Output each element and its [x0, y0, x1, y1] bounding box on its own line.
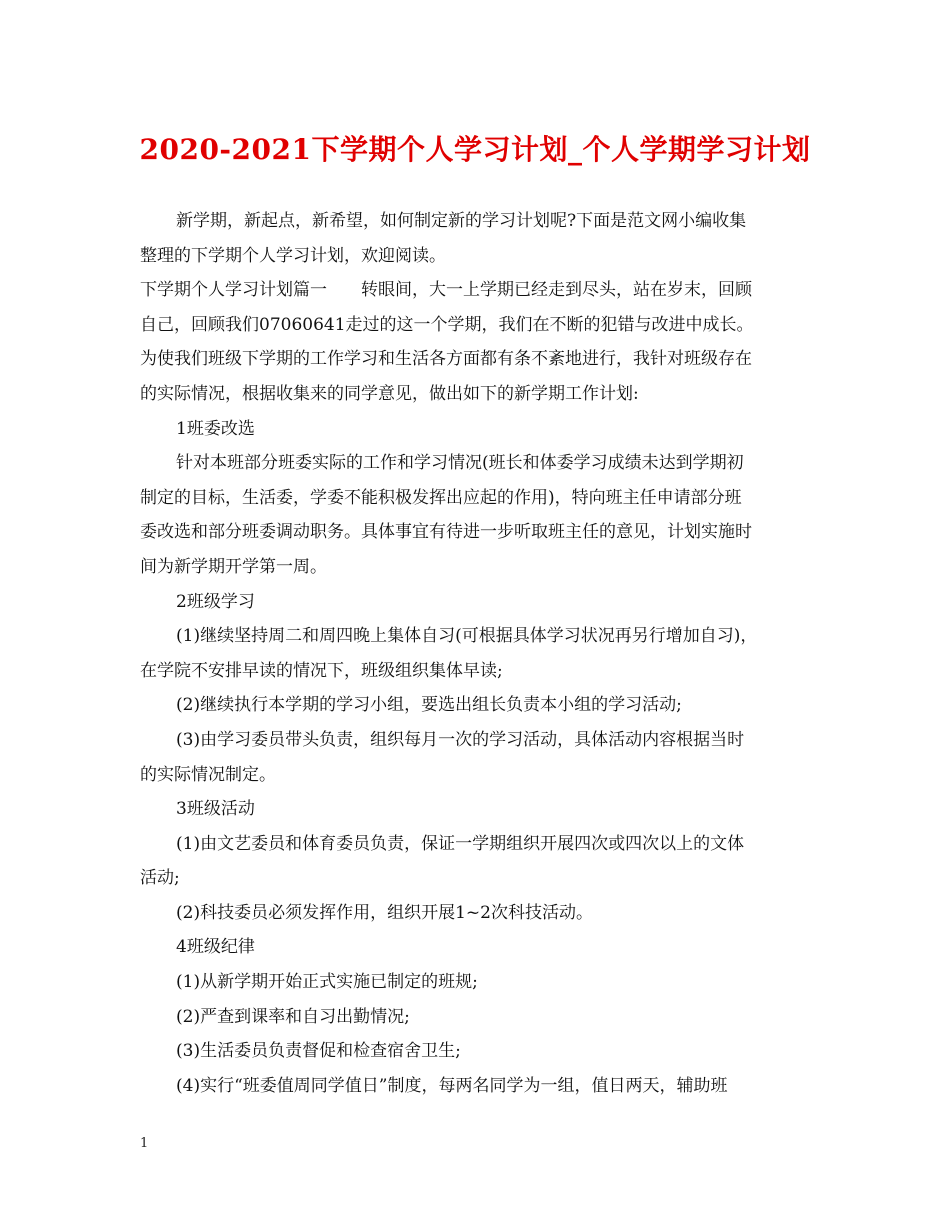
- paragraph-line: 在学院不安排早读的情况下，班级组织集体早读;: [140, 660, 503, 681]
- document-body: [140, 204, 824, 1103]
- list-item-line: (1)从新学期开始正式实施已制定的班规;: [176, 972, 478, 993]
- paragraph-line: 间为新学期开学第一周。: [140, 556, 327, 577]
- paragraph-line: 整理的下学期个人学习计划，欢迎阅读。: [140, 245, 446, 266]
- section-heading: 2班级学习: [176, 591, 255, 612]
- paragraph-line: 新学期，新起点，新希望，如何制定新的学习计划呢?下面是范文网小编收集: [176, 211, 747, 231]
- paragraph-line: 自己，回顾我们07060641走过的这一个学期，我们在不断的犯错与改进中成长。: [140, 314, 754, 335]
- paragraph-line: 活动;: [140, 868, 180, 889]
- list-item-line: (2)科技委员必须发挥作用，组织开展1~2次科技活动。: [176, 902, 593, 923]
- paragraph-line: 针对本班部分班委实际的工作和学习情况(班长和体委学习成绩未达到学期初: [176, 453, 744, 474]
- section-heading-text: 转眼间，大一上学期已经走到尽头，站在岁末，回顾: [361, 280, 752, 301]
- list-item-line: (4)实行“班委值周同学值日”制度，每两名同学为一组，值日两天，辅助班: [176, 1075, 728, 1096]
- paragraph-line: 为使我们班级下学期的工作学习和生活各方面都有条不紊地进行，我针对班级存在: [140, 349, 752, 370]
- paragraph-line: 委改选和部分班委调动职务。具体事宜有待进一步听取班主任的意见，计划实施时: [140, 522, 752, 543]
- page-number: 1: [140, 1136, 149, 1151]
- section-heading: 4班级纪律: [176, 937, 255, 958]
- list-item-line: (1)由文艺委员和体育委员负责，保证一学期组织开展四次或四次以上的文体: [176, 833, 745, 854]
- list-item-line: (2)继续执行本学期的学习小组，要选出组长负责本小组的学习活动;: [176, 695, 682, 716]
- section-heading: 3班级活动: [176, 799, 255, 820]
- paragraph-line: 的实际情况制定。: [140, 764, 276, 785]
- list-item-line: (3)由学习委员带头负责，组织每月一次的学习活动，具体活动内容根据当时: [176, 729, 745, 750]
- section-heading-line: [140, 273, 824, 308]
- list-item-line: (1)继续坚持周二和周四晚上集体自习(可根据具体学习状况再另行增加自习)，: [176, 626, 758, 647]
- paragraph-line: 制定的目标，生活委，学委不能积极发挥出应起的作用)，特向班主任申请部分班: [140, 487, 742, 508]
- section-heading: 1班委改选: [176, 418, 255, 439]
- paragraph-line: 的实际情况，根据收集来的同学意见，做出如下的新学期工作计划:: [140, 383, 639, 404]
- document-title: 2020-2021下学期个人学习计划_个人学期学习计划: [139, 133, 811, 166]
- section-heading-label: 下学期个人学习计划篇一: [140, 280, 327, 301]
- list-item-line: (3)生活委员负责督促和检查宿舍卫生;: [176, 1041, 461, 1062]
- list-item-line: (2)严查到课率和自习出勤情况;: [176, 1006, 410, 1027]
